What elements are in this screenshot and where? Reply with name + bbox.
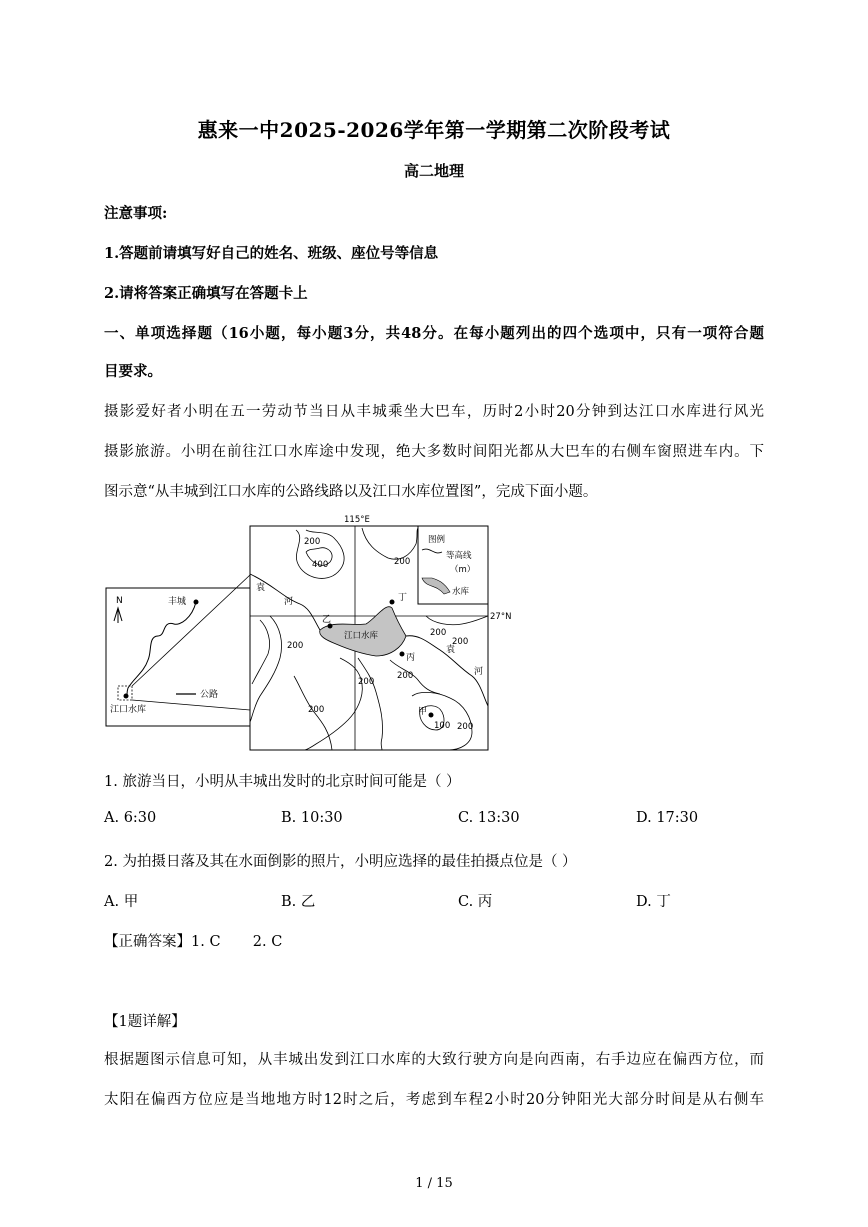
contour-value: 100 (434, 721, 451, 731)
inset-reservoir-label: 江口水库 (110, 705, 147, 715)
contour-value: 400 (312, 560, 329, 570)
longitude-label: 115°E (344, 515, 370, 525)
reservoir-map-figure (100, 508, 520, 758)
contour-value: 200 (397, 671, 414, 681)
answer-label: 【正确答案】 (104, 934, 191, 950)
exam-title: 惠来一中2025-2026学年第一学期第二次阶段考试 (197, 118, 671, 142)
detail-heading: 【1题详解】 (104, 1014, 186, 1030)
river-char: 河 (474, 667, 484, 677)
question-2-option-c: C. 丙 (458, 894, 493, 910)
contour-value: 200 (394, 557, 411, 567)
point-label: 乙 (322, 615, 332, 625)
question-1-stem: 1. 旅游当日，小明从丰城出发时的北京时间可能是（ ） (104, 774, 461, 790)
river-char: 袁 (446, 645, 456, 655)
question-1-option-c: C. 13:30 (458, 810, 520, 826)
contour-value: 200 (457, 722, 474, 732)
question-1-option-d: D. 17:30 (636, 810, 699, 826)
contour-value: 200 (308, 705, 325, 715)
legend-title: 图例 (428, 535, 446, 545)
reservoir-point (124, 694, 129, 699)
contour-value: 200 (358, 677, 375, 687)
contour-legend-unit: （m） (450, 565, 476, 575)
point-bing (400, 652, 405, 657)
answer-line (104, 930, 282, 951)
detail-line: 太阳在偏西方位应是当地地方时12时之后，考虑到车程2小时20分钟阳光大部分时间是从右侧车 (104, 1092, 764, 1108)
question-2-option-a: A. 甲 (104, 894, 139, 910)
notice-heading: 注意事项: (104, 205, 168, 222)
point-ding (390, 600, 395, 605)
notice-item: 1.答题前请填写好自己的姓名、班级、座位号等信息 (104, 245, 439, 262)
river-char: 袁 (256, 583, 266, 593)
main-map (250, 515, 511, 750)
point-jia (429, 713, 434, 718)
question-1-option-b: B. 10:30 (281, 810, 343, 826)
road-legend-label: 公路 (200, 690, 219, 700)
north-label: N (116, 596, 123, 606)
contour-value: 200 (430, 628, 447, 638)
notice-item: 2.请将答案正确填写在答题卡上 (104, 285, 308, 302)
passage-line: 摄影旅游。小明在前往江口水库途中发现，绝大多数时间阳光都从大巴车的右侧车窗照进车内。下 (104, 444, 764, 460)
detail-line: 根据题图示信息可知，从丰城出发到江口水库的大致行驶方向是向西南，右手边应在偏西方位，而 (104, 1052, 764, 1068)
section-heading: 一、单项选择题（16小题，每小题3分，共48分。在每小题列出的四个选项中，只有一项符合题 (104, 325, 764, 342)
contour-value: 200 (452, 637, 469, 647)
contour-value: 200 (287, 641, 304, 651)
page-number: 1 / 15 (415, 1176, 453, 1191)
latitude-label: 27°N (490, 612, 512, 622)
inset-map (106, 575, 251, 726)
section-heading-cont: 目要求。 (104, 363, 162, 380)
subject-subtitle: 高二地理 (403, 162, 464, 180)
contour-value: 200 (304, 537, 321, 547)
contour-legend-label: 等高线 (446, 551, 472, 561)
question-2-option-d: D. 丁 (636, 894, 671, 910)
question-1-option-a: A. 6:30 (104, 810, 157, 826)
point-label: 甲 (418, 707, 428, 717)
point-label: 丁 (398, 593, 408, 603)
passage-line: 图示意“从丰城到江口水库的公路线路以及江口水库位置图”，完成下面小题。 (104, 484, 598, 500)
reservoir-legend-label: 水库 (452, 587, 470, 597)
reservoir-label: 江口水库 (344, 631, 379, 641)
question-2-option-b: B. 乙 (281, 894, 316, 910)
river-char: 河 (284, 597, 294, 607)
answer-value: 1. C 2. C (191, 934, 283, 950)
question-2-stem: 2. 为拍摄日落及其在水面倒影的照片，小明应选择的最佳拍摄点位是（ ） (104, 854, 577, 870)
passage-line: 摄影爱好者小明在五一劳动节当日从丰城乘坐大巴车，历时2小时20分钟到达江口水库进行风光 (104, 404, 764, 420)
point-label: 丙 (406, 653, 416, 663)
city-label: 丰城 (168, 597, 187, 607)
